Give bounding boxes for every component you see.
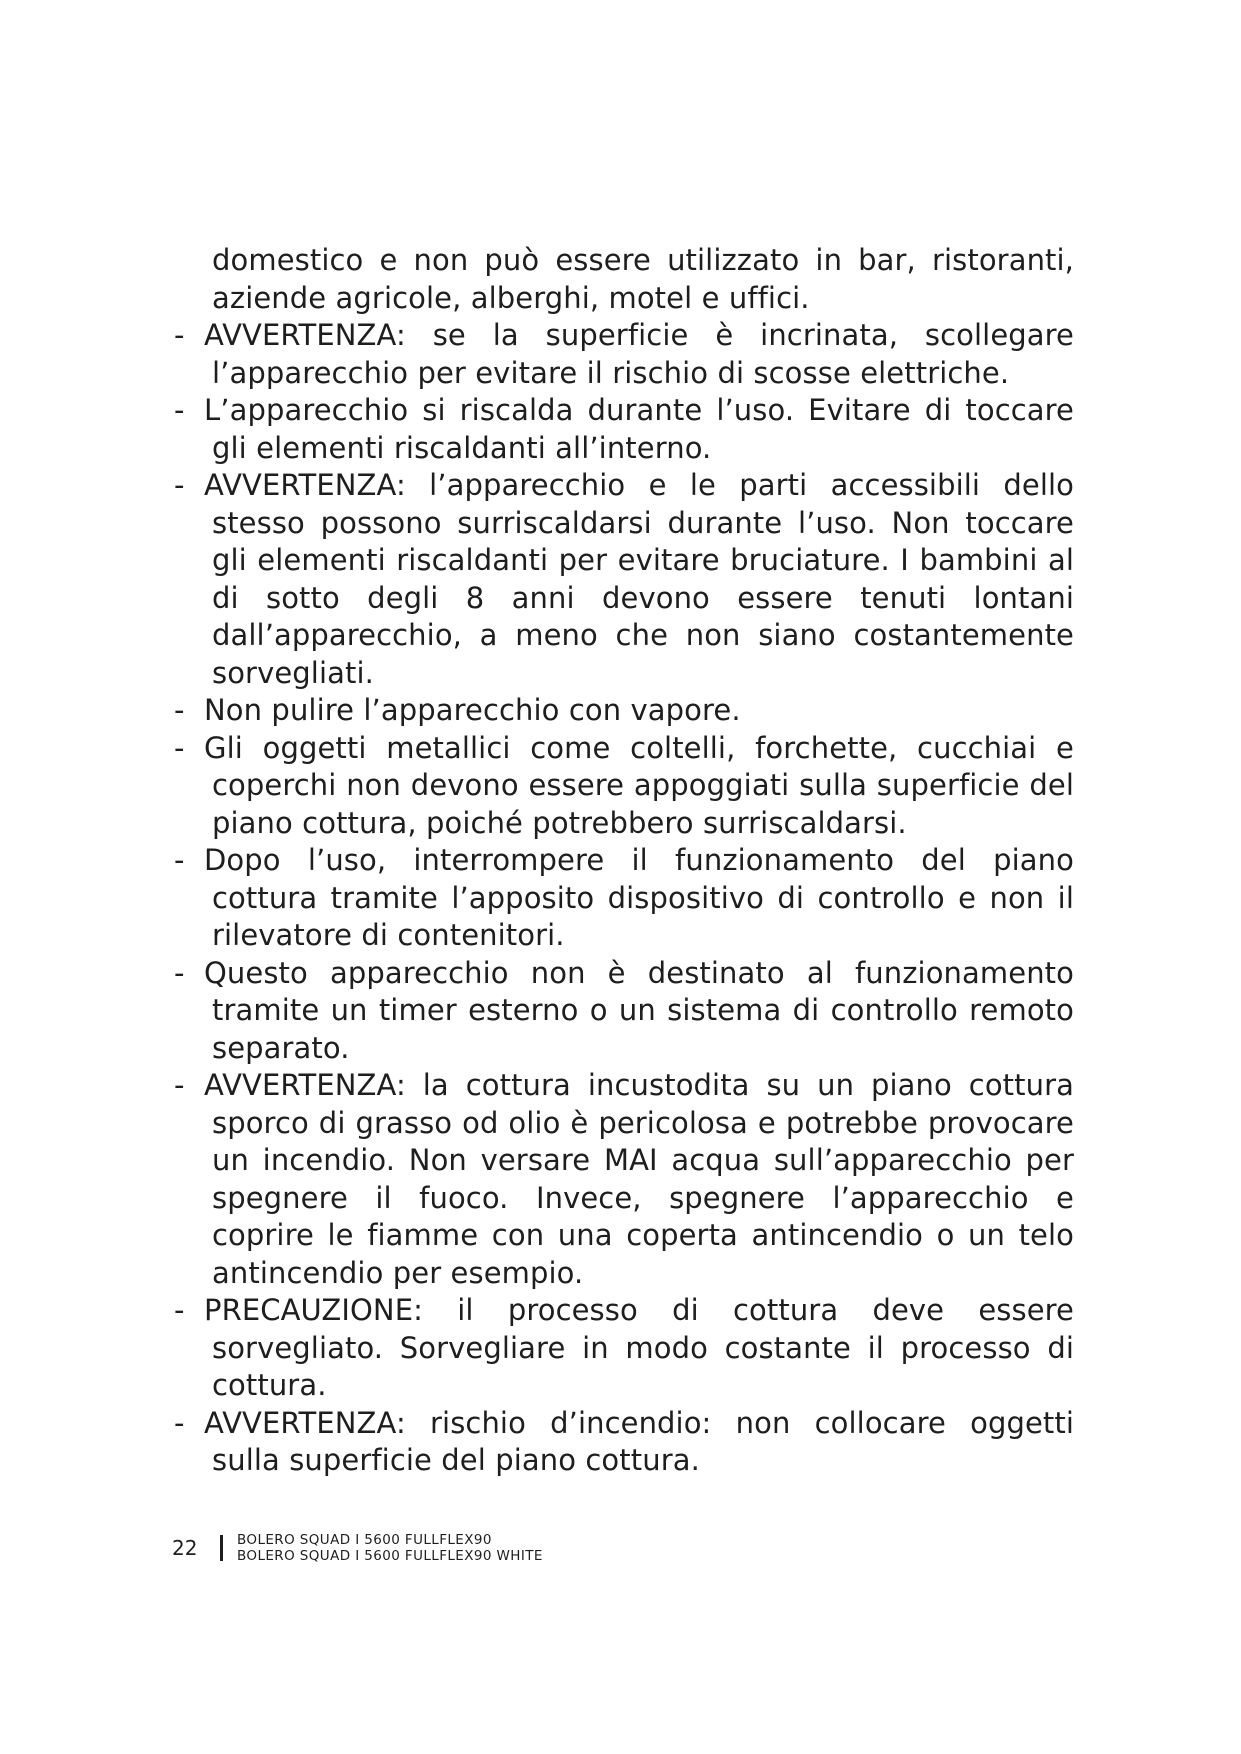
list-item-text: Questo apparecchio non è destinato al funzionamento tramite un timer esterno o un sistema di controllo remoto separato. [204,955,1074,1065]
model-name: BOLERO SQUAD I 5600 FULLFLEX90 [237,1532,492,1548]
list-item [174,392,1074,467]
bullet-dash: - [174,693,185,727]
list-item-text: PRECAUZIONE: il processo di cottura deve essere sorvegliato. Sorvegliare in modo costante il processo di cottura. [204,1293,1074,1402]
page-footer [172,1528,543,1568]
list-item-text: AVVERTENZA: se la superficie è incrinata, scollegare l’apparecchio per evitare il rischio di scosse elettriche. [204,318,1074,390]
paragraph-text: domestico e non può essere utilizzato in bar, ristoranti, aziende agricole, alberghi, motel e uffici. [212,243,1074,315]
bullet-dash: - [174,1405,185,1440]
footer-divider [220,1535,223,1561]
continuation-paragraph [174,242,1074,317]
model-names [237,1532,543,1564]
list-item [174,692,1074,730]
bullet-dash: - [174,1293,185,1327]
bullet-dash: - [174,393,185,427]
safety-instructions [174,242,1074,1480]
list-item-text: AVVERTENZA: la cottura incustodita su un piano cottura sporco di grasso od olio è pericolosa e potrebbe provocare un incendio. Non versare MAI acqua sull’apparecchio per spegnere il fuoco. Invece, spegnere l’apparecchio e coprire le fiamme con una coperta antincendio o un telo antincendio per esempio. [204,1068,1074,1290]
list-item-text: AVVERTENZA: l’apparecchio e le parti accessibili dello stesso possono surriscaldarsi durante l’uso. Non toccare gli elementi riscaldanti per evitare bruciature. I bambini al di sotto degli 8 anni devono essere tenuti lontani dall’apparecchio, a meno che non siano costantemente sorvegliati. [204,468,1074,690]
list-item-text: L’apparecchio si riscalda durante l’uso. Evitare di toccare gli elementi riscaldanti all’interno. [204,393,1074,465]
list-item [174,1067,1074,1292]
list-item [174,467,1074,692]
bullet-dash: - [174,843,185,877]
list-item-text: Non pulire l’apparecchio con vapore. [204,693,741,727]
list-item [174,1405,1074,1480]
model-name: BOLERO SQUAD I 5600 FULLFLEX90 WHITE [237,1548,543,1564]
list-item [174,1292,1074,1405]
list-item [174,730,1074,843]
list-item [174,842,1074,955]
bullet-dash: - [174,468,185,502]
bullet-dash: - [174,1068,185,1102]
bullet-dash: - [174,955,185,990]
list-item-text: AVVERTENZA: rischio d’incendio: non collocare oggetti sulla superficie del piano cottura. [204,1405,1074,1477]
list-item [174,955,1074,1068]
page-number: 22 [172,1536,198,1560]
bullet-dash: - [174,318,185,352]
list-item-text: Gli oggetti metallici come coltelli, forchette, cucchiai e coperchi non devono essere appoggiati sulla superficie del piano cottura, poiché potrebbero surriscaldarsi. [204,730,1074,840]
bullet-dash: - [174,730,185,765]
bullet-spacer [174,242,204,317]
list-item [174,317,1074,392]
list-item-text: Dopo l’uso, interrompere il funzionamento del piano cottura tramite l’apposito dispositivo di controllo e non il rilevatore di contenitori. [204,843,1074,952]
